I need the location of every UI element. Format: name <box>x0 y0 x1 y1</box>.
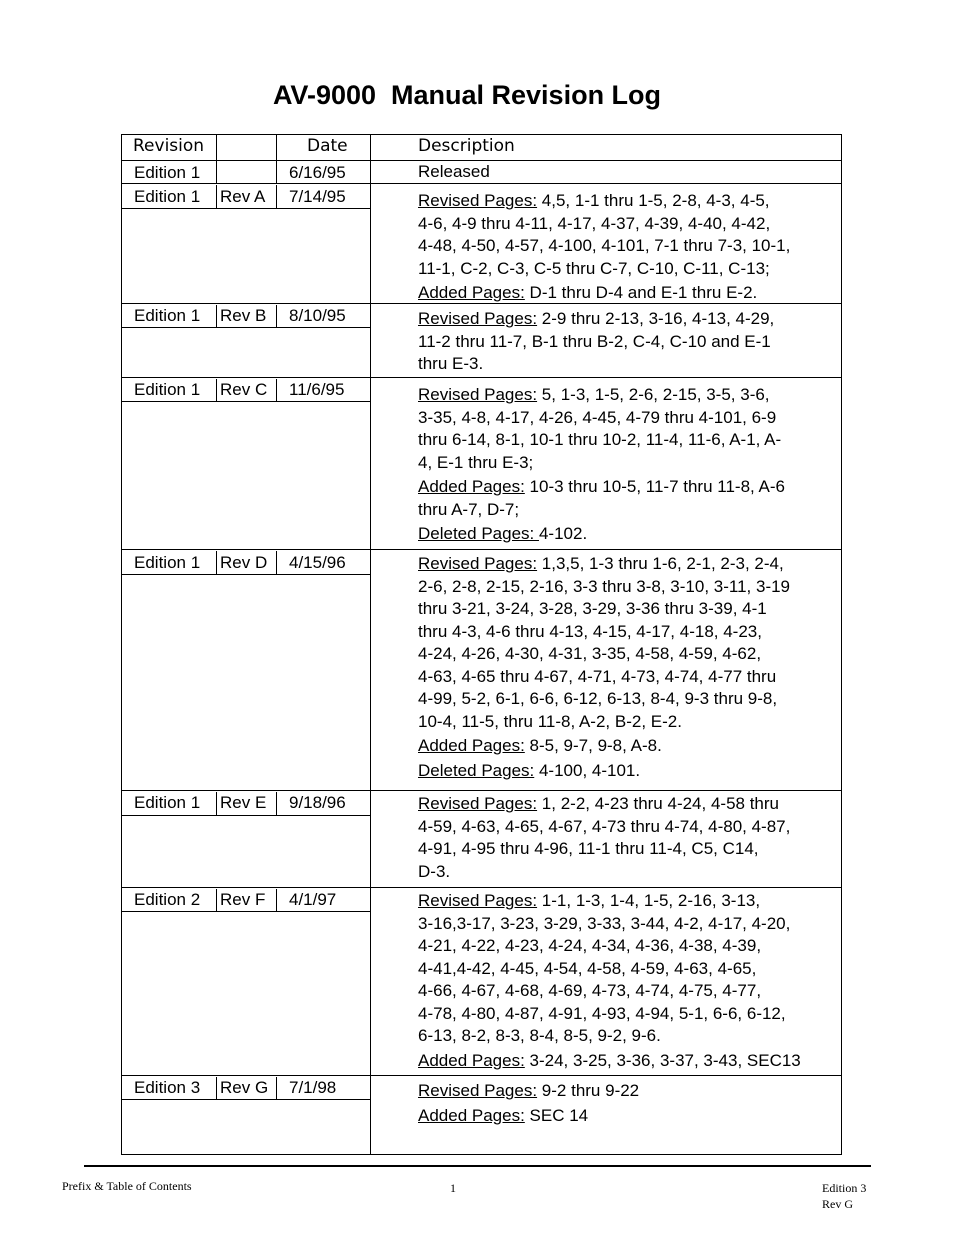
description-line <box>418 666 842 689</box>
footer-revision: Rev G <box>822 1197 853 1211</box>
row-edition: Edition 2 <box>134 890 201 909</box>
section-label: Revised Pages: <box>418 794 538 813</box>
line-text: D-3. <box>418 861 451 881</box>
description-line <box>418 688 842 711</box>
section-label: Added Pages: <box>418 1105 525 1125</box>
row-description <box>418 888 842 1072</box>
row-description <box>418 551 842 782</box>
line-text: 4-41,4-42, 4-45, 4-54, 4-58, 4-59, 4-63, 4-65, <box>418 958 757 978</box>
section-label: Revised Pages: <box>418 1081 538 1100</box>
line-text: thru 4-3, 4-6 thru 4-13, 4-15, 4-17, 4-18, 4-23, <box>418 621 762 641</box>
cell-tick <box>216 1077 217 1099</box>
section-label: Added Pages: <box>418 736 525 755</box>
row-date: 7/14/95 <box>289 187 346 206</box>
line-text: 5, 1-3, 1-5, 2-6, 2-15, 3-5, 3-6, <box>537 385 770 404</box>
line-text: 4-100, 4-101. <box>534 760 641 780</box>
section-label: Revised Pages: <box>418 309 538 328</box>
cell-underline <box>121 1099 371 1100</box>
description-line <box>418 711 842 734</box>
description-line <box>418 838 842 861</box>
footer-edition: Edition 3 <box>822 1181 867 1195</box>
line-text: thru 3-21, 3-24, 3-28, 3-29, 3-36 thru 3-39, 4-1 <box>418 599 767 618</box>
line-text: 11-2 thru 11-7, B-1 thru B-2, C-4, C-10 and E-1 <box>418 331 771 351</box>
row-edition: Edition 1 <box>134 793 201 812</box>
header-description: Description <box>418 136 515 156</box>
description-line <box>418 1103 842 1128</box>
cell-tick <box>276 185 277 208</box>
row-edition: Edition 3 <box>134 1078 201 1097</box>
cell-tick <box>276 305 277 327</box>
description-line <box>418 913 842 936</box>
cell-underline <box>121 208 371 209</box>
row-description <box>418 791 842 883</box>
line-text: 10-3 thru 10-5, 11-7 thru 11-8, A-6 <box>524 477 786 496</box>
row-edition: Edition 1 <box>134 380 201 399</box>
line-text: 2-6, 2-8, 2-15, 2-16, 3-3 thru 3-8, 3-10, 3-11, 3-19 <box>418 576 791 596</box>
description-line <box>418 621 842 644</box>
description-line <box>418 861 842 884</box>
line-text: 4-66, 4-67, 4-68, 4-69, 4-73, 4-74, 4-75, 4-77, <box>418 981 762 1000</box>
description-line <box>418 280 842 305</box>
line-text: thru 6-14, 8-1, 10-1 thru 10-2, 11-4, 11-6, A-1, A- <box>418 430 782 449</box>
line-text: 4,5, 1-1 thru 1-5, 2-8, 4-3, 4-5, <box>537 191 770 210</box>
description-line <box>418 161 842 184</box>
row-description <box>418 188 842 305</box>
row-date: 9/18/96 <box>289 793 346 812</box>
row-rev: Rev F <box>220 890 266 909</box>
header-revision: Revision <box>133 136 205 156</box>
description-line <box>418 758 842 783</box>
cell-tick <box>216 379 217 401</box>
line-text: 4-102. <box>538 524 588 543</box>
cell-underline <box>121 815 371 816</box>
column-divider <box>276 134 277 183</box>
section-label: Revised Pages: <box>418 191 538 210</box>
line-text: 4-24, 4-26, 4-30, 4-31, 3-35, 4-58, 4-59, 4-62, <box>418 644 762 663</box>
line-text: 9-2 thru 9-22 <box>537 1081 640 1100</box>
line-text: 4-48, 4-50, 4-57, 4-100, 4-101, 7-1 thru 7-3, 10-1, <box>418 236 791 255</box>
line-text: SEC 14 <box>524 1105 589 1125</box>
description-line <box>418 1078 842 1103</box>
section-label: Revised Pages: <box>418 385 538 404</box>
row-description <box>418 382 842 546</box>
cell-tick <box>276 889 277 911</box>
cell-tick <box>276 551 277 574</box>
line-text: Released <box>418 162 490 181</box>
description-line <box>418 816 842 839</box>
row-rev: Rev B <box>220 306 267 325</box>
line-text: 1-1, 1-3, 1-4, 1-5, 2-16, 3-13, <box>537 891 761 910</box>
header-date: Date <box>307 136 348 156</box>
cell-tick <box>216 305 217 327</box>
description-line <box>418 935 842 958</box>
description-line <box>418 521 842 546</box>
cell-underline <box>121 911 371 912</box>
section-label: Deleted Pages: <box>418 524 539 543</box>
line-text: 3-35, 4-8, 4-17, 4-26, 4-45, 4-79 thru 4-101, 6-9 <box>418 407 777 427</box>
section-label: Added Pages: <box>418 477 525 496</box>
row-rev: Rev G <box>220 1078 269 1097</box>
line-text: 4-6, 4-9 thru 4-11, 4-17, 4-37, 4-39, 4-40, 4-42, <box>418 213 771 233</box>
description-line <box>418 791 842 816</box>
footer-rule <box>84 1165 871 1167</box>
footer-section: Prefix & Table of Contents <box>62 1179 192 1193</box>
cell-underline <box>121 327 371 328</box>
cell-tick <box>216 551 217 574</box>
section-label: Revised Pages: <box>418 554 538 573</box>
description-line <box>418 980 842 1003</box>
description-line <box>418 1003 842 1026</box>
row-date: 4/1/97 <box>289 890 337 909</box>
line-text: 4-63, 4-65 thru 4-67, 4-71, 4-73, 4-74, 4-77 thru <box>418 666 777 686</box>
line-text: 8-5, 9-7, 9-8, A-8. <box>524 736 662 755</box>
row-edition: Edition 1 <box>134 553 201 572</box>
description-line <box>418 429 842 452</box>
cell-tick <box>216 889 217 911</box>
row-edition: Edition 1 <box>134 163 201 182</box>
line-text: 3-16,3-17, 3-23, 3-29, 3-33, 3-44, 4-2, 4-17, 4-20, <box>418 913 791 933</box>
line-text: 2-9 thru 2-13, 3-16, 4-13, 4-29, <box>537 309 775 328</box>
description-line <box>418 958 842 981</box>
row-date: 6/16/95 <box>289 163 346 182</box>
line-text: 4, E-1 thru E-3; <box>418 452 534 472</box>
description-line <box>418 331 842 354</box>
description-line <box>418 306 842 331</box>
line-text: 1,3,5, 1-3 thru 1-6, 2-1, 2-3, 2-4, <box>537 554 784 573</box>
row-edition: Edition 1 <box>134 306 201 325</box>
line-text: 10-4, 11-5, thru 11-8, A-2, B-2, E-2. <box>418 711 682 731</box>
row-rev: Rev A <box>220 187 266 206</box>
description-line <box>418 598 842 621</box>
row-date: 4/15/96 <box>289 553 346 572</box>
cell-tick <box>276 792 277 815</box>
section-label: Revised Pages: <box>418 891 538 910</box>
row-description <box>418 1078 842 1127</box>
line-text: 4-21, 4-22, 4-23, 4-24, 4-34, 4-36, 4-38, 4-39, <box>418 936 762 955</box>
description-line <box>418 888 842 913</box>
description-line <box>418 382 842 407</box>
description-line <box>418 733 842 758</box>
line-text: 4-59, 4-63, 4-65, 4-67, 4-73 thru 4-74, 4-80, 4-87, <box>418 816 791 836</box>
line-text: 1, 2-2, 4-23 thru 4-24, 4-58 thru <box>537 794 779 813</box>
line-text: 11-1, C-2, C-3, C-5 thru C-7, C-10, C-11, C-13; <box>418 258 770 278</box>
description-line <box>418 1025 842 1048</box>
row-rev: Rev D <box>220 553 268 572</box>
description-line <box>418 407 842 430</box>
column-divider <box>216 134 217 183</box>
row-date: 11/6/95 <box>289 380 345 399</box>
description-line <box>418 353 842 376</box>
line-text: 4-78, 4-80, 4-87, 4-91, 4-93, 4-94, 5-1, 6-6, 6-12, <box>418 1003 786 1023</box>
cell-underline <box>121 401 371 402</box>
description-line <box>418 258 842 281</box>
row-divider <box>121 377 842 378</box>
row-edition: Edition 1 <box>134 187 201 206</box>
cell-tick <box>216 185 217 208</box>
cell-tick <box>276 1077 277 1099</box>
line-text: 6-13, 8-2, 8-3, 8-4, 8-5, 9-2, 9-6. <box>418 1026 661 1045</box>
row-description <box>418 306 842 376</box>
cell-tick <box>276 379 277 401</box>
description-line <box>418 499 842 522</box>
row-description <box>418 161 842 184</box>
description-line <box>418 235 842 258</box>
row-divider <box>121 549 842 550</box>
line-text: 3-24, 3-25, 3-36, 3-37, 3-43, SEC13 <box>524 1050 801 1070</box>
row-divider <box>121 1075 842 1076</box>
description-line <box>418 576 842 599</box>
row-rev: Rev E <box>220 793 267 812</box>
line-text: D-1 thru D-4 and E-1 thru E-2. <box>524 283 758 302</box>
line-text: thru A-7, D-7; <box>418 499 520 519</box>
page-title: AV-9000 Manual Revision Log <box>272 80 662 110</box>
footer-page-number: 1 <box>450 1181 456 1195</box>
description-column-divider <box>370 134 371 1155</box>
line-text: 4-99, 5-2, 6-1, 6-6, 6-12, 6-13, 8-4, 9-3 thru 9-8, <box>418 689 778 708</box>
description-line <box>418 188 842 213</box>
line-text: thru E-3. <box>418 354 484 373</box>
cell-underline <box>121 574 371 575</box>
section-label: Added Pages: <box>418 1050 525 1070</box>
row-date: 8/10/95 <box>289 306 346 325</box>
description-line <box>418 213 842 236</box>
description-line <box>418 643 842 666</box>
description-line <box>418 1048 842 1073</box>
cell-tick <box>216 792 217 815</box>
description-line <box>418 551 842 576</box>
line-text: 4-91, 4-95 thru 4-96, 11-1 thru 11-4, C5, C14, <box>418 839 759 858</box>
row-date: 7/1/98 <box>289 1078 337 1097</box>
section-label: Deleted Pages: <box>418 760 535 780</box>
description-line <box>418 452 842 475</box>
row-rev: Rev C <box>220 380 268 399</box>
description-line <box>418 474 842 499</box>
section-label: Added Pages: <box>418 283 525 302</box>
